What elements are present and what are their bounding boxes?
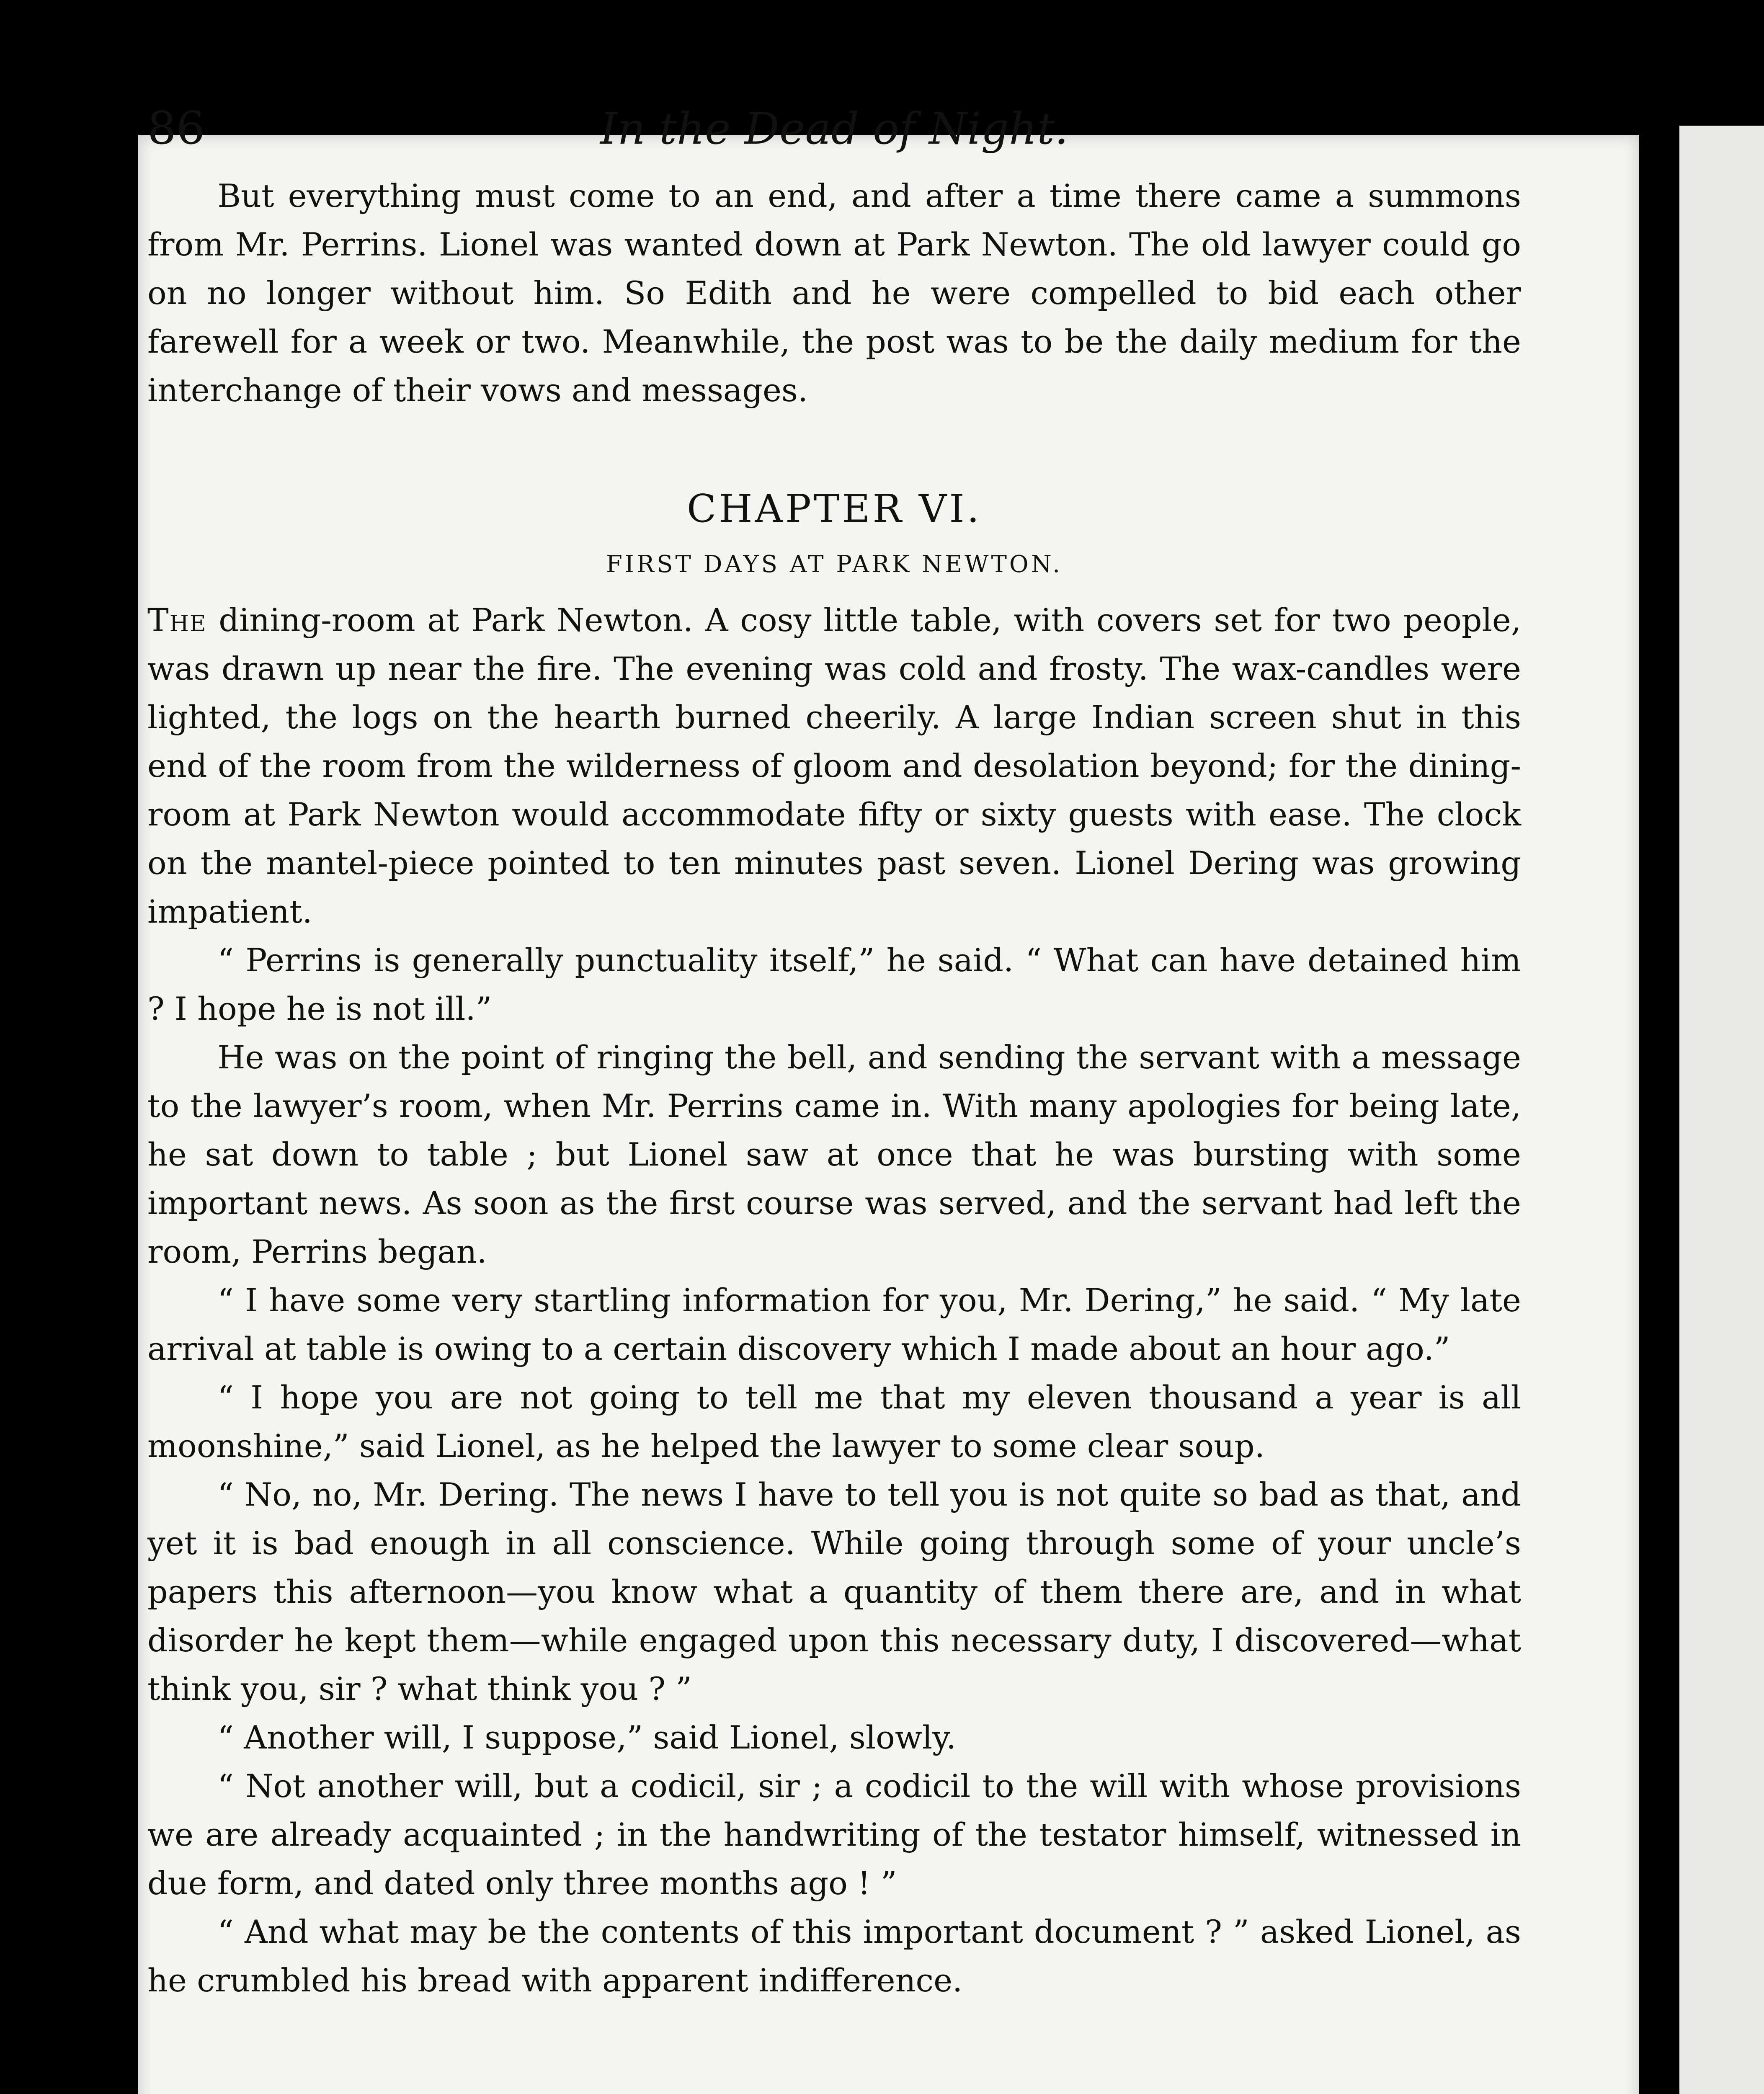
chapter-subtitle: FIRST DAYS AT PARK NEWTON. [606,551,1063,578]
paragraph: “ And what may be the contents of this important document ? ” asked Lionel, as he crumbled his bread with apparent indifference. [147,1913,1521,1999]
page-number: 86 [147,102,205,155]
opening-paragraph-text: dining-room at Park Newton. A cosy little table, with covers set for two people, was drawn up near the fire. The evening was cold and frosty. The wax-candles were lighted, the logs on the hearth burned cheerily. A large Indian screen shut in this end of the room from the wilderness of gloom and desolation beyond; for the dining-room at Park Newton would accommodate fifty or sixty guests with ease. The clock on the mantel-piece pointed to ten minutes past seven. Lionel Dering was growing impatient. [147,601,1521,930]
paragraph: “ I hope you are not going to tell me that my eleven thousand a year is all moonshine,” said Lionel, as he helped the lawyer to some clear soup. [147,1379,1521,1465]
adjacent-page-edge [1679,126,1764,2094]
paragraph: “ Not another will, but a codicil, sir ; a codicil to the will with whose provisions we are already acquainted ; in the handwriting of the testator himself, witnessed in due form, and dated only three months ago ! ” [147,1767,1521,1902]
paragraph: He was on the point of ringing the bell, and sending the servant with a message to the lawyer’s room, when Mr. Perrins came in. With many apologies for being late, he sat down to table ; but Lionel saw at once that he was bursting with some important news. As soon as the first course was served, and the servant had left the room, Perrins began. [147,1039,1521,1270]
paragraph: But everything must come to an end, and after a time there came a summons from Mr. Perrins. Lionel was wanted down at Park Newton. The old lawyer could go on no longer without him. So Edith and he were compelled to bid each other farewell for a week or two. Meanwhile, the post was to be the daily medium for the interchange of their vows and messages. [147,177,1521,409]
paragraph: “ Another will, I suppose,” said Lionel, slowly. [217,1719,957,1756]
running-title: In the Dead of Night. [600,103,1068,154]
chapter-heading: CHAPTER VI. [686,486,982,531]
opening-word: The [147,601,207,639]
paragraph: “ Perrins is generally punctuality itself,” he said. “ What can have detained him ? I hope he is not ill.” [147,941,1521,1027]
paragraph: “ I have some very startling information for you, Mr. Dering,” he said. “ My late arrival at table is owing to a certain discovery which I made about an hour ago.” [147,1282,1521,1367]
page-body [147,172,1521,2005]
paragraph: “ No, no, Mr. Dering. The news I have to tell you is not quite so bad as that, and yet it is bad enough in all conscience. While going through some of your uncle’s papers this afternoon—you know what a quantity of them there are, and in what disorder he kept them—while engaged upon this necessary duty, I discovered—what think you, sir ? what think you ? ” [147,1476,1521,1707]
chapter-opening-paragraph [147,596,1521,936]
page-header [147,93,1521,164]
